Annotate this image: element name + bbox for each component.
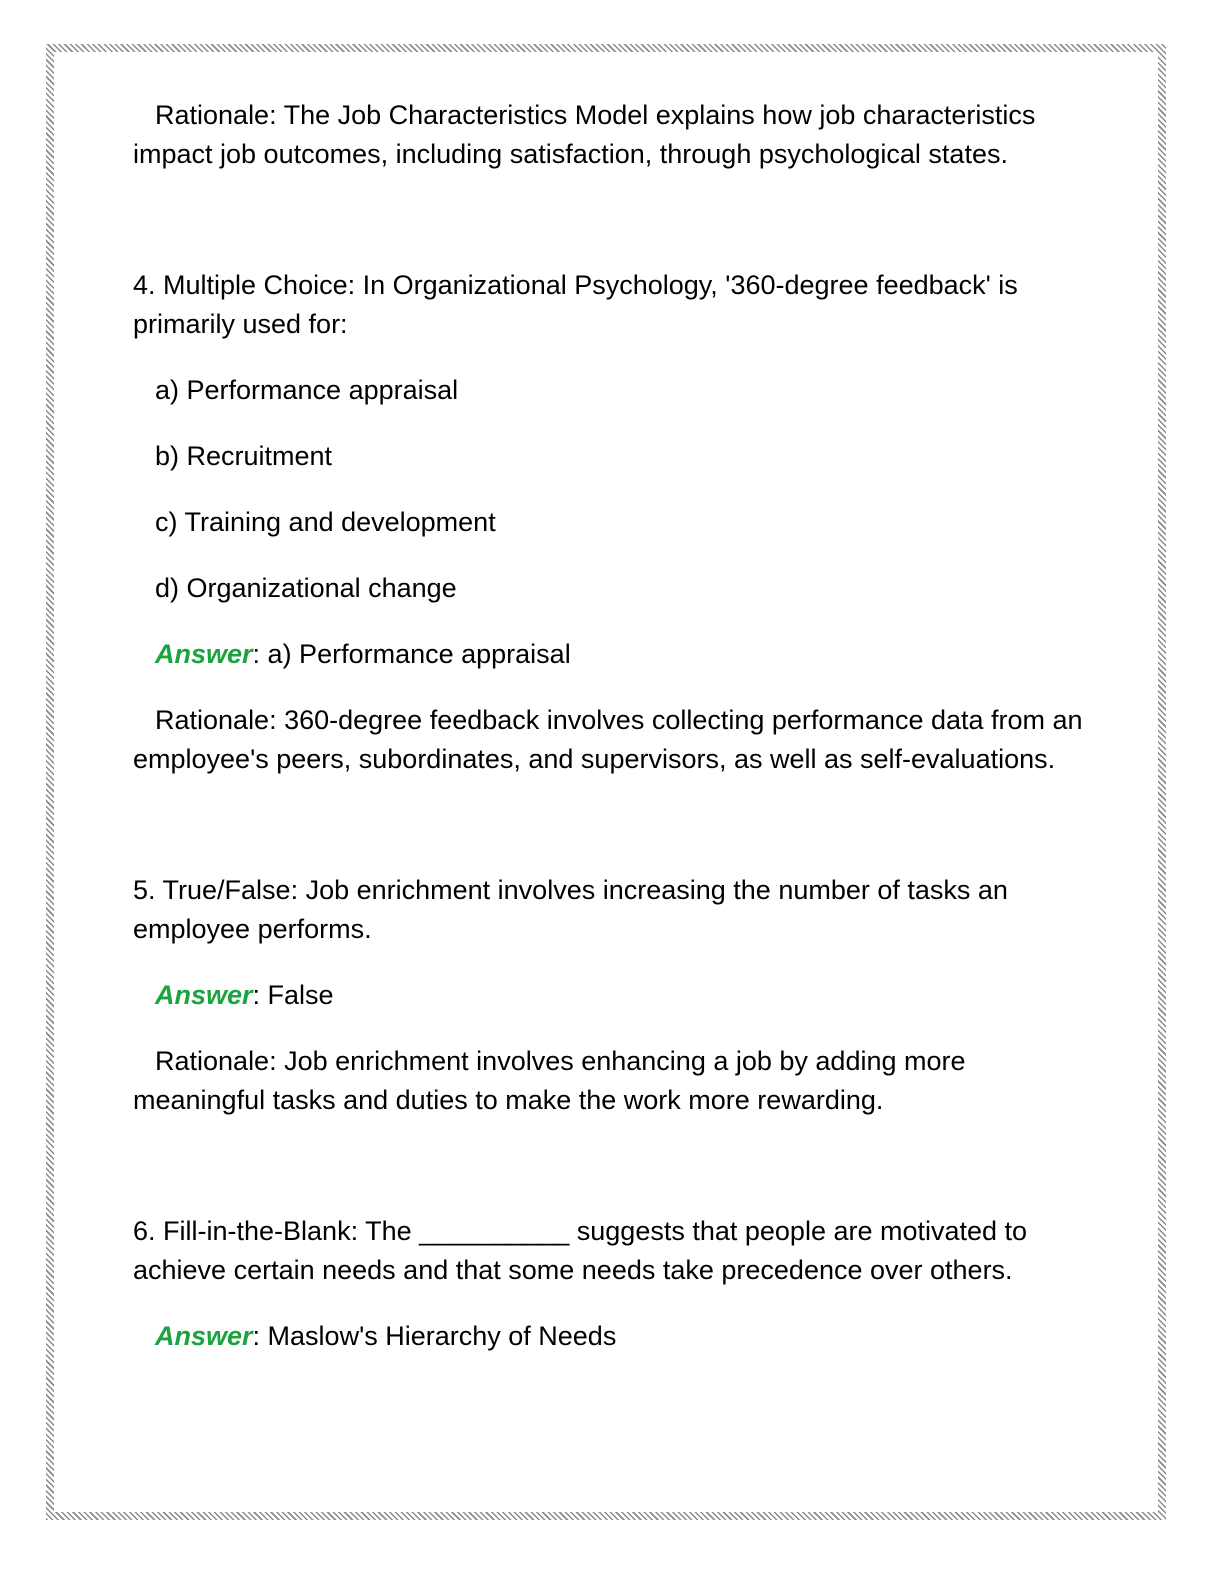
q5-question: 5. True/False: Job enrichment involves increasing the number of tasks an employee performs.	[133, 875, 1008, 944]
q6-answer-label: Answer	[155, 1321, 253, 1351]
q4-option-b: b) Recruitment	[155, 441, 333, 471]
q4-answer	[133, 635, 1093, 674]
q4-answer-text: : a) Performance appraisal	[252, 639, 571, 669]
q4-question: 4. Multiple Choice: In Organizational Psychology, '360-degree feedback' is primarily used for:	[133, 270, 1018, 339]
q5-answer-label: Answer	[155, 980, 253, 1010]
q3-rationale: Rationale: The Job Characteristics Model explains how job characteristics impact job outcomes, including satisfaction, through psychological states.	[133, 100, 1036, 169]
document-content	[133, 96, 1093, 1356]
q4-option-a: a) Performance appraisal	[155, 375, 459, 405]
q5-rationale: Rationale: Job enrichment involves enhancing a job by adding more meaningful tasks and duties to make the work more rewarding.	[133, 1046, 966, 1115]
q5-answer	[133, 976, 1093, 1015]
q5-answer-text: : False	[252, 980, 334, 1010]
q6-answer-text: : Maslow's Hierarchy of Needs	[252, 1321, 617, 1351]
q4-option-c: c) Training and development	[155, 507, 496, 537]
q6-question: 6. Fill-in-the-Blank: The __________ suggests that people are motivated to achieve certain needs and that some needs take precedence over others.	[133, 1216, 1028, 1285]
q4-option-d: d) Organizational change	[155, 573, 457, 603]
q6-answer	[133, 1317, 1093, 1356]
q4-rationale: Rationale: 360-degree feedback involves collecting performance data from an employee's peers, subordinates, and supervisors, as well as self-evaluations.	[133, 705, 1083, 774]
q4-answer-label: Answer	[155, 639, 253, 669]
